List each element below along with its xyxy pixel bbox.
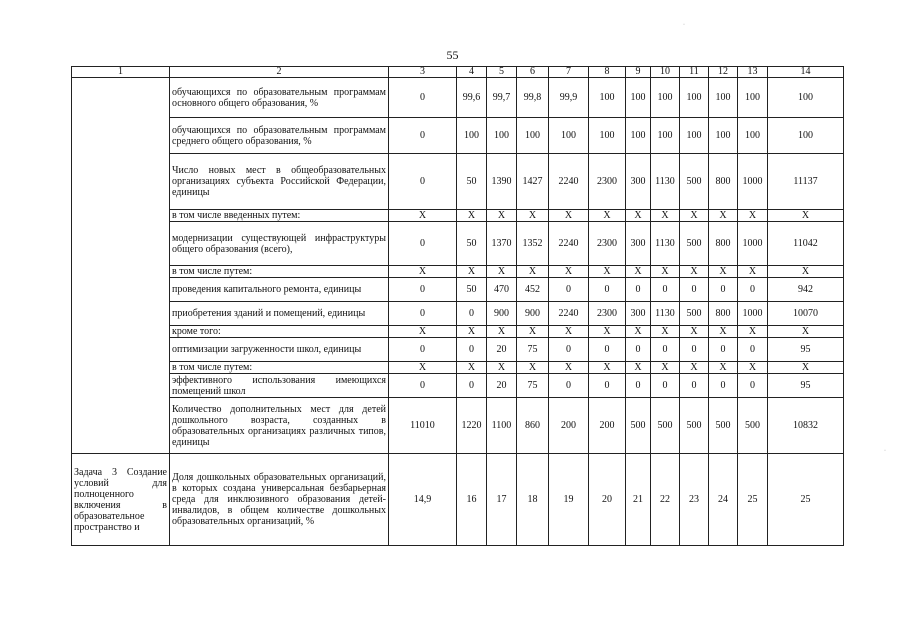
value-cell: 0	[709, 278, 738, 302]
table-row	[72, 210, 844, 222]
value-cell: X	[626, 266, 651, 278]
value-cell: X	[680, 326, 709, 338]
value-cell: 0	[389, 154, 457, 210]
value-cell: 500	[680, 302, 709, 326]
value-cell: 16	[457, 454, 487, 546]
value-cell: X	[738, 266, 768, 278]
value-cell: X	[738, 362, 768, 374]
value-cell: 200	[589, 398, 626, 454]
header-cell: 6	[517, 67, 549, 78]
indicator-label: Доля дошкольных образовательных организаций, в которых создана универсальная безбарьерная среда для инклюзивного образования детей-инвалидов, в общем количестве дошкольных образовательных организаций, %	[170, 454, 389, 546]
value-cell: 100	[626, 78, 651, 118]
value-cell: X	[589, 362, 626, 374]
value-cell: 95	[768, 374, 844, 398]
value-cell: 0	[549, 338, 589, 362]
value-cell: X	[487, 362, 517, 374]
value-cell: 100	[457, 118, 487, 154]
value-cell: 75	[517, 374, 549, 398]
table-row	[72, 398, 844, 454]
value-cell: X	[626, 210, 651, 222]
header-cell: 5	[487, 67, 517, 78]
value-cell: 21	[626, 454, 651, 546]
value-cell: 0	[457, 302, 487, 326]
value-cell: 25	[738, 454, 768, 546]
value-cell: 1100	[487, 398, 517, 454]
value-cell: 2300	[589, 302, 626, 326]
value-cell: 2240	[549, 154, 589, 210]
value-cell: 100	[738, 78, 768, 118]
value-cell: 11042	[768, 222, 844, 266]
value-cell: X	[549, 266, 589, 278]
value-cell: 50	[457, 154, 487, 210]
value-cell: 500	[709, 398, 738, 454]
value-cell: 99,7	[487, 78, 517, 118]
value-cell: 800	[709, 302, 738, 326]
value-cell: 0	[589, 374, 626, 398]
value-cell: X	[680, 210, 709, 222]
value-cell: 0	[389, 338, 457, 362]
value-cell: 1000	[738, 222, 768, 266]
value-cell: 500	[651, 398, 680, 454]
value-cell: 100	[709, 118, 738, 154]
value-cell: X	[457, 362, 487, 374]
value-cell: 0	[680, 374, 709, 398]
value-cell: 0	[651, 278, 680, 302]
value-cell: 0	[651, 374, 680, 398]
value-cell: X	[457, 326, 487, 338]
indicator-label: Число новых мест в общеобразовательных организациях субъекта Российской Федерации, единицы	[170, 154, 389, 210]
value-cell: 10070	[768, 302, 844, 326]
value-cell: 0	[709, 338, 738, 362]
value-cell: X	[709, 362, 738, 374]
value-cell: 452	[517, 278, 549, 302]
value-cell: X	[709, 326, 738, 338]
value-cell: X	[738, 326, 768, 338]
value-cell: X	[738, 210, 768, 222]
value-cell: 500	[680, 154, 709, 210]
indicator-label: модернизации существующей инфраструктуры общего образования (всего),	[170, 222, 389, 266]
value-cell: 1352	[517, 222, 549, 266]
value-cell: 0	[651, 338, 680, 362]
indicator-label: обучающихся по образовательным программам среднего общего образования, %	[170, 118, 389, 154]
value-cell: 0	[549, 278, 589, 302]
indicator-label: в том числе путем:	[170, 266, 389, 278]
value-cell: 860	[517, 398, 549, 454]
value-cell: X	[487, 266, 517, 278]
value-cell: 100	[651, 78, 680, 118]
value-cell: 2300	[589, 222, 626, 266]
table-row	[72, 118, 844, 154]
header-cell: 7	[549, 67, 589, 78]
value-cell: 0	[680, 278, 709, 302]
value-cell: 0	[626, 278, 651, 302]
value-cell: 1000	[738, 154, 768, 210]
value-cell: 50	[457, 278, 487, 302]
header-cell: 9	[626, 67, 651, 78]
value-cell: 0	[389, 118, 457, 154]
header-cell: 10	[651, 67, 680, 78]
value-cell: 900	[517, 302, 549, 326]
indicator-label: оптимизации загруженности школ, единицы	[170, 338, 389, 362]
value-cell: 99,8	[517, 78, 549, 118]
value-cell: 470	[487, 278, 517, 302]
value-cell: 942	[768, 278, 844, 302]
value-cell: 11137	[768, 154, 844, 210]
value-cell: X	[680, 266, 709, 278]
value-cell: X	[589, 210, 626, 222]
value-cell: 800	[709, 154, 738, 210]
value-cell: 100	[589, 78, 626, 118]
value-cell: X	[768, 210, 844, 222]
table-row	[72, 78, 844, 118]
value-cell: 0	[457, 374, 487, 398]
value-cell: 1427	[517, 154, 549, 210]
header-cell: 1	[72, 67, 170, 78]
value-cell: X	[651, 326, 680, 338]
value-cell: X	[457, 210, 487, 222]
value-cell: 1000	[738, 302, 768, 326]
value-cell: 11010	[389, 398, 457, 454]
value-cell: 20	[487, 338, 517, 362]
value-cell: X	[457, 266, 487, 278]
value-cell: X	[651, 266, 680, 278]
indicator-label: эффективного использования имеющихся помещений школ	[170, 374, 389, 398]
value-cell: 100	[709, 78, 738, 118]
value-cell: 100	[517, 118, 549, 154]
value-cell: 500	[680, 222, 709, 266]
header-row	[72, 67, 844, 78]
table-row	[72, 374, 844, 398]
value-cell: 20	[589, 454, 626, 546]
value-cell: 0	[738, 374, 768, 398]
value-cell: 1220	[457, 398, 487, 454]
value-cell: X	[709, 266, 738, 278]
value-cell: X	[768, 326, 844, 338]
value-cell: 2240	[549, 302, 589, 326]
value-cell: 0	[680, 338, 709, 362]
scan-speck: ·	[683, 22, 685, 28]
value-cell: 14,9	[389, 454, 457, 546]
value-cell: 17	[487, 454, 517, 546]
value-cell: X	[768, 362, 844, 374]
header-cell: 13	[738, 67, 768, 78]
value-cell: 19	[549, 454, 589, 546]
value-cell: 0	[389, 302, 457, 326]
table-row	[72, 326, 844, 338]
header-cell: 4	[457, 67, 487, 78]
value-cell: 23	[680, 454, 709, 546]
value-cell: 300	[626, 154, 651, 210]
value-cell: 0	[389, 278, 457, 302]
table-row	[72, 222, 844, 266]
table-row	[72, 302, 844, 326]
header-cell: 8	[589, 67, 626, 78]
value-cell: 0	[709, 374, 738, 398]
value-cell: X	[549, 362, 589, 374]
value-cell: 100	[626, 118, 651, 154]
value-cell: 2300	[589, 154, 626, 210]
value-cell: 100	[768, 118, 844, 154]
value-cell: X	[626, 326, 651, 338]
value-cell: 0	[389, 374, 457, 398]
value-cell: 500	[680, 398, 709, 454]
value-cell: 1130	[651, 222, 680, 266]
value-cell: X	[626, 362, 651, 374]
table-body	[72, 67, 844, 546]
value-cell: 100	[549, 118, 589, 154]
header-cell: 3	[389, 67, 457, 78]
value-cell: X	[768, 266, 844, 278]
value-cell: X	[549, 210, 589, 222]
header-cell: 2	[170, 67, 389, 78]
value-cell: 0	[589, 338, 626, 362]
value-cell: 99,9	[549, 78, 589, 118]
value-cell: 20	[487, 374, 517, 398]
value-cell: X	[389, 266, 457, 278]
task-cell	[72, 78, 170, 454]
value-cell: 0	[738, 338, 768, 362]
value-cell: 0	[626, 374, 651, 398]
indicator-label: приобретения зданий и помещений, единицы	[170, 302, 389, 326]
page-number: 55	[446, 48, 459, 62]
value-cell: X	[517, 362, 549, 374]
value-cell: X	[651, 210, 680, 222]
value-cell: 1370	[487, 222, 517, 266]
value-cell: 100	[680, 78, 709, 118]
value-cell: X	[487, 210, 517, 222]
value-cell: X	[589, 266, 626, 278]
indicator-label: в том числе введенных путем:	[170, 210, 389, 222]
value-cell: X	[517, 210, 549, 222]
value-cell: 900	[487, 302, 517, 326]
value-cell: 1130	[651, 302, 680, 326]
indicator-label: проведения капитального ремонта, единицы	[170, 278, 389, 302]
table-row	[72, 278, 844, 302]
value-cell: 100	[680, 118, 709, 154]
value-cell: 1390	[487, 154, 517, 210]
table-row	[72, 338, 844, 362]
value-cell: 22	[651, 454, 680, 546]
value-cell: 0	[626, 338, 651, 362]
value-cell: X	[680, 362, 709, 374]
value-cell: 99,6	[457, 78, 487, 118]
value-cell: 100	[738, 118, 768, 154]
table-row	[72, 362, 844, 374]
value-cell: 24	[709, 454, 738, 546]
indicator-label: кроме того:	[170, 326, 389, 338]
value-cell: 500	[626, 398, 651, 454]
value-cell: 50	[457, 222, 487, 266]
value-cell: X	[517, 266, 549, 278]
table-row	[72, 454, 844, 546]
value-cell: 95	[768, 338, 844, 362]
value-cell: 100	[487, 118, 517, 154]
value-cell: X	[549, 326, 589, 338]
value-cell: 1130	[651, 154, 680, 210]
header-cell: 14	[768, 67, 844, 78]
task-cell: Задача 3 Создание условий для полноценного включения в образовательное пространство и	[72, 454, 170, 546]
value-cell: 100	[651, 118, 680, 154]
table-row	[72, 266, 844, 278]
value-cell: 10832	[768, 398, 844, 454]
value-cell: X	[389, 326, 457, 338]
indicator-label: обучающихся по образовательным программам основного общего образования, %	[170, 78, 389, 118]
value-cell: 0	[457, 338, 487, 362]
value-cell: X	[389, 210, 457, 222]
value-cell: X	[709, 210, 738, 222]
value-cell: 0	[549, 374, 589, 398]
value-cell: 18	[517, 454, 549, 546]
value-cell: 75	[517, 338, 549, 362]
indicator-label: Количество дополнительных мест для детей дошкольного возраста, созданных в образовательных организациях различных типов, единицы	[170, 398, 389, 454]
indicator-table	[71, 66, 844, 546]
value-cell: 0	[389, 222, 457, 266]
scan-speck: ·	[884, 448, 886, 454]
value-cell: 300	[626, 302, 651, 326]
value-cell: X	[487, 326, 517, 338]
indicator-label: в том числе путем:	[170, 362, 389, 374]
header-cell: 12	[709, 67, 738, 78]
value-cell: 100	[768, 78, 844, 118]
header-cell: 11	[680, 67, 709, 78]
value-cell: 0	[589, 278, 626, 302]
value-cell: 300	[626, 222, 651, 266]
value-cell: 25	[768, 454, 844, 546]
table-row	[72, 154, 844, 210]
value-cell: 500	[738, 398, 768, 454]
value-cell: X	[389, 362, 457, 374]
value-cell: 100	[589, 118, 626, 154]
value-cell: 2240	[549, 222, 589, 266]
value-cell: 0	[389, 78, 457, 118]
value-cell: 800	[709, 222, 738, 266]
value-cell: 0	[738, 278, 768, 302]
value-cell: X	[517, 326, 549, 338]
value-cell: X	[589, 326, 626, 338]
value-cell: X	[651, 362, 680, 374]
value-cell: 200	[549, 398, 589, 454]
